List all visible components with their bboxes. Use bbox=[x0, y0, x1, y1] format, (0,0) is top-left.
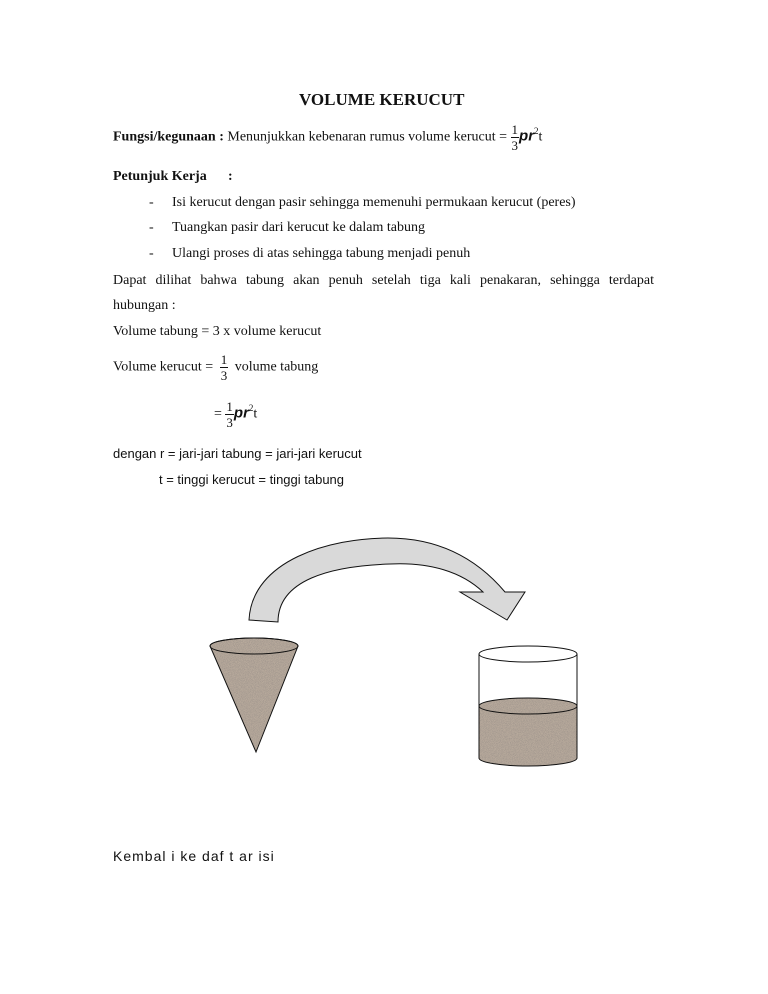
pr-symbol: pr bbox=[233, 404, 249, 422]
fraction-denominator: 3 bbox=[511, 138, 519, 153]
fungsi-label: Fungsi/kegunaan : bbox=[113, 129, 224, 145]
t-symbol: t bbox=[253, 406, 258, 422]
paragraph-line: hubungan : bbox=[113, 298, 176, 313]
tube-cylinder bbox=[470, 646, 590, 770]
fungsi-text: Menunjukkan kebenaran rumus volume kerucut = bbox=[227, 129, 508, 145]
fraction-numerator: 1 bbox=[226, 399, 233, 414]
relation-line: Volume tabung = 3 x volume kerucut bbox=[113, 324, 322, 339]
fraction-numerator: 1 bbox=[220, 352, 228, 367]
petunjuk-label: Petunjuk Kerja bbox=[113, 169, 207, 184]
bullet-dash: - bbox=[149, 220, 154, 235]
exponent: 2 bbox=[248, 402, 254, 413]
bullet-dash: - bbox=[149, 246, 154, 261]
formula-suffix: volume tabung bbox=[234, 359, 319, 375]
list-item: Isi kerucut dengan pasir sehingga memenuhi permukaan kerucut (peres) bbox=[172, 195, 576, 210]
dengan-line: dengan r = jari-jari tabung = jari-jari kerucut bbox=[113, 446, 362, 461]
fraction-denominator: 3 bbox=[226, 415, 233, 430]
pr-symbol: pr bbox=[519, 127, 535, 145]
list-item: Ulangi proses di atas sehingga tabung menjadi penuh bbox=[172, 246, 471, 261]
formula-prefix: Volume kerucut = bbox=[113, 359, 214, 375]
t-symbol: t bbox=[538, 129, 543, 145]
back-to-toc-link[interactable]: Kembal i ke daf t ar isi bbox=[113, 848, 275, 864]
paragraph-line: Dapat dilihat bahwa tabung akan penuh setelah tiga kali penakaran, sehingga terdapat bbox=[113, 273, 654, 288]
petunjuk-colon: : bbox=[228, 169, 233, 184]
dengan-line: t = tinggi kerucut = tinggi tabung bbox=[159, 472, 345, 487]
exponent: 2 bbox=[534, 125, 539, 136]
page-title: VOLUME KERUCUT bbox=[299, 90, 465, 109]
fraction-denominator: 3 bbox=[220, 368, 228, 383]
curved-arrow bbox=[249, 538, 525, 622]
list-item: Tuangkan pasir dari kerucut ke dalam tabung bbox=[172, 220, 425, 235]
formula-equals: = bbox=[214, 406, 222, 422]
fraction-numerator: 1 bbox=[511, 122, 519, 137]
sand-cone bbox=[200, 630, 310, 760]
bullet-dash: - bbox=[149, 195, 154, 210]
